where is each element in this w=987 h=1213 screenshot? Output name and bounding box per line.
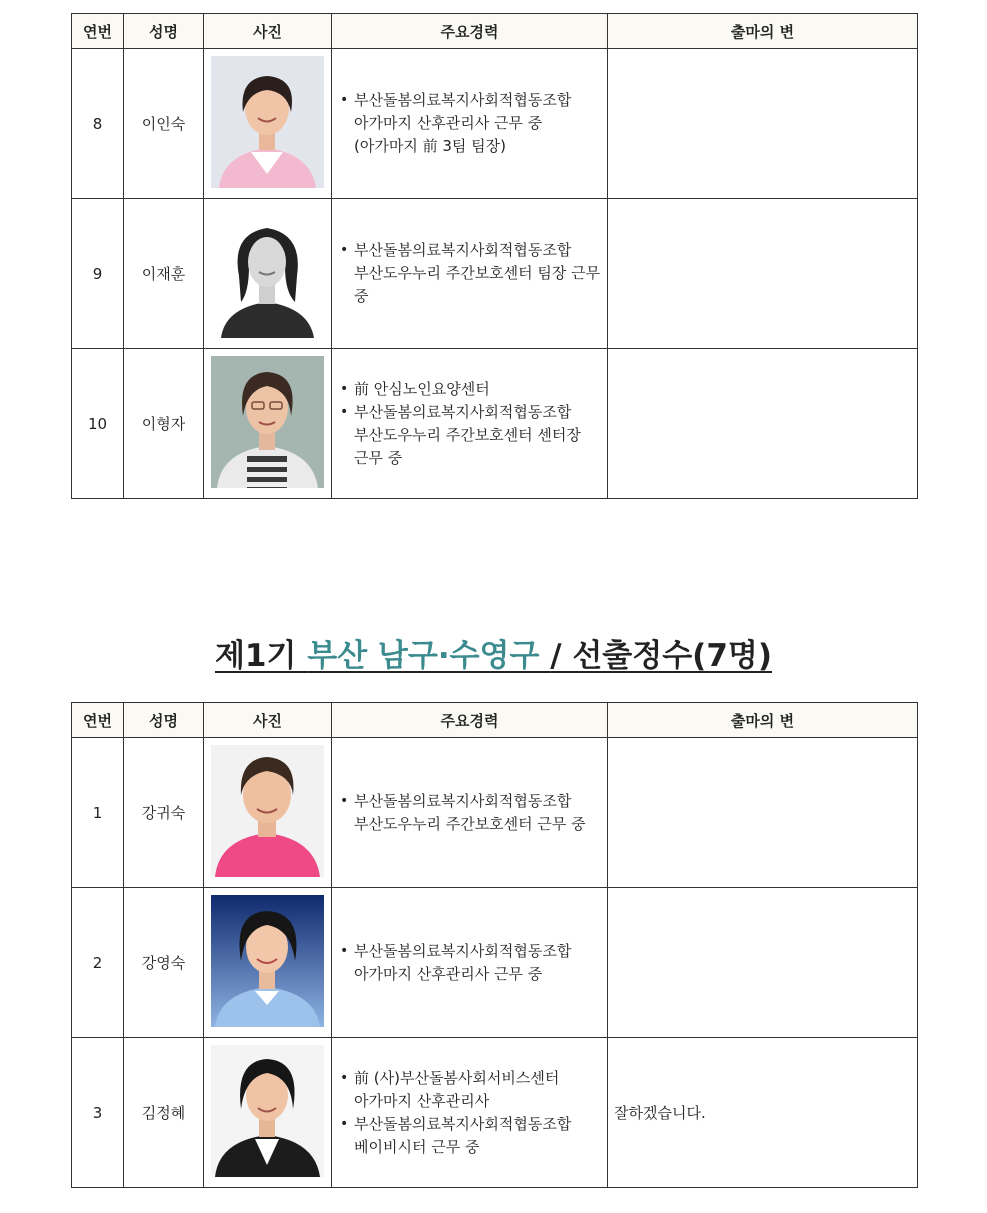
section-title: [0, 630, 987, 675]
row-photo-cell: [204, 1038, 332, 1188]
row-speech: [608, 349, 918, 499]
row-name: 이재훈: [124, 199, 204, 349]
table-row: [72, 738, 918, 888]
row-no: 2: [72, 888, 124, 1038]
row-photo-cell: [204, 199, 332, 349]
row-speech: [608, 888, 918, 1038]
career-list: [338, 940, 601, 986]
row-speech: [608, 738, 918, 888]
table-row: [72, 349, 918, 499]
row-no: 1: [72, 738, 124, 888]
candidate-table-top: [71, 13, 918, 499]
row-speech: 잘하겠습니다.: [608, 1038, 918, 1188]
row-no: 8: [72, 49, 124, 199]
career-item: • 부산돌봄의료복지사회적협동조합 아가마지 산후관리사 근무 중: [338, 940, 601, 986]
career-item: • 부산돌봄의료복지사회적협동조합 부산도우누리 주간보호센터 센터장 근무 중: [338, 401, 601, 470]
career-list: [338, 89, 601, 158]
candidate-table-bottom: [71, 702, 918, 1188]
header-name: 성명: [124, 703, 204, 738]
header-photo: 사진: [204, 703, 332, 738]
table-header-row: [72, 703, 918, 738]
career-item: • 부산돌봄의료복지사회적협동조합 부산도우누리 주간보호센터 팀장 근무 중: [338, 239, 601, 308]
header-speech: 출마의 변: [608, 14, 918, 49]
row-name: 이형자: [124, 349, 204, 499]
row-career: [332, 199, 608, 349]
row-name: 강귀숙: [124, 738, 204, 888]
row-no: 9: [72, 199, 124, 349]
row-name: 강영숙: [124, 888, 204, 1038]
row-name: 이인숙: [124, 49, 204, 199]
section-suffix: / 선출정수(7명): [550, 638, 773, 674]
row-photo-cell: [204, 888, 332, 1038]
header-no: 연번: [72, 703, 124, 738]
row-no: 10: [72, 349, 124, 499]
row-career: [332, 888, 608, 1038]
header-photo: 사진: [204, 14, 332, 49]
section-district: 부산 남구·수영구: [307, 638, 540, 674]
row-career: [332, 1038, 608, 1188]
section-prefix: 제1기: [214, 638, 297, 674]
row-career: [332, 738, 608, 888]
career-list: [338, 239, 601, 308]
table-row: [72, 888, 918, 1038]
candidate-photo: [211, 56, 324, 188]
row-name: 김정혜: [124, 1038, 204, 1188]
table-row: [72, 49, 918, 199]
row-photo-cell: [204, 349, 332, 499]
row-photo-cell: [204, 49, 332, 199]
career-item: • 前 안심노인요양센터: [338, 378, 601, 401]
career-list: [338, 790, 601, 836]
career-list: [338, 1067, 601, 1159]
table-header-row: [72, 14, 918, 49]
table-row: [72, 1038, 918, 1188]
candidate-photo: [211, 1045, 324, 1177]
header-name: 성명: [124, 14, 204, 49]
career-item: • 前 (사)부산돌봄사회서비스센터 아가마지 산후관리사: [338, 1067, 601, 1113]
candidate-photo: [211, 206, 324, 338]
row-speech: [608, 49, 918, 199]
header-no: 연번: [72, 14, 124, 49]
row-career: [332, 349, 608, 499]
row-photo-cell: [204, 738, 332, 888]
header-speech: 출마의 변: [608, 703, 918, 738]
row-career: [332, 49, 608, 199]
candidate-photo: [211, 895, 324, 1027]
candidate-photo: [211, 745, 324, 877]
career-list: [338, 378, 601, 470]
career-item: • 부산돌봄의료복지사회적협동조합 부산도우누리 주간보호센터 근무 중: [338, 790, 601, 836]
career-item: • 부산돌봄의료복지사회적협동조합 아가마지 산후관리사 근무 중 (아가마지 前 3팀 팀장): [338, 89, 601, 158]
row-no: 3: [72, 1038, 124, 1188]
row-speech: [608, 199, 918, 349]
candidate-photo: [211, 356, 324, 488]
header-career: 주요경력: [332, 14, 608, 49]
header-career: 주요경력: [332, 703, 608, 738]
table-row: [72, 199, 918, 349]
career-item: • 부산돌봄의료복지사회적협동조합 베이비시터 근무 중: [338, 1113, 601, 1159]
